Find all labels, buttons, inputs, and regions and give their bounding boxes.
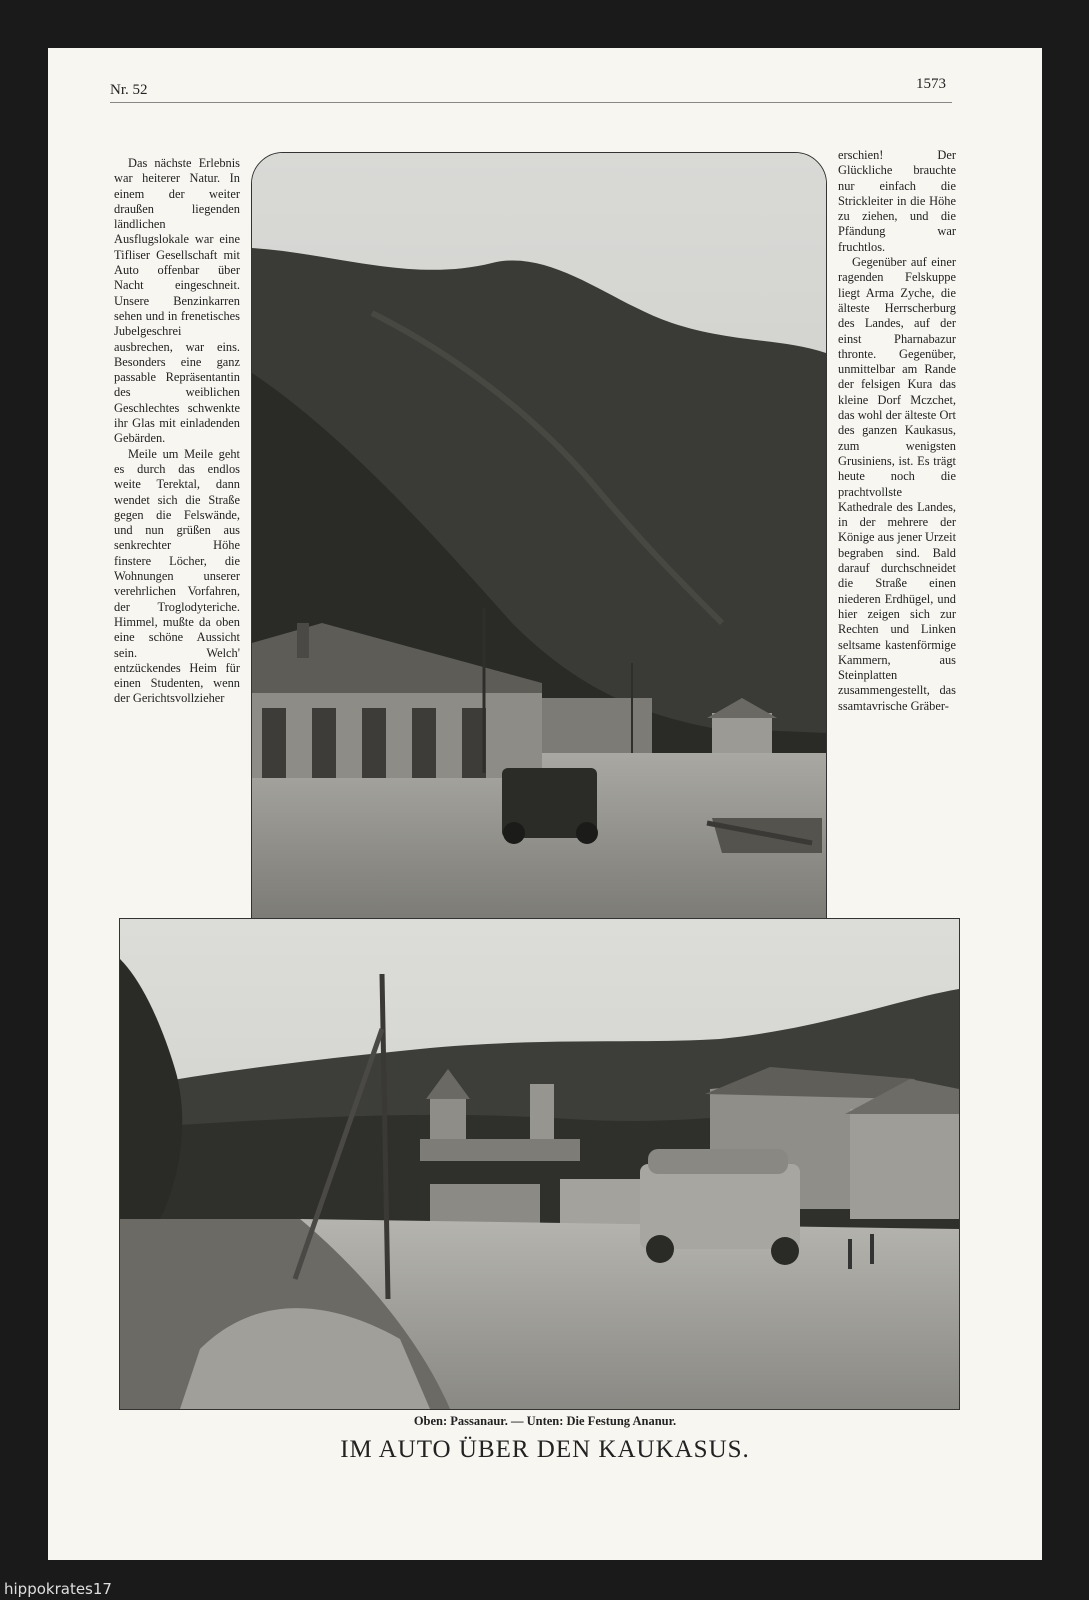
paragraph: Meile um Meile geht es durch das endlos weite Terektal, dann wendet sich die Straße gegen die Felswände, und nun grüßen aus senkrechter Höhe finstere Löcher, die Wohnungen unserer verehrlichen Vorfahren, der Troglodyteriche. Himmel, mußte da oben eine schöne Aussicht sein. Welch' entzückendes Heim für einen Studenten, wenn der Gerichtsvollzieher: [114, 446, 240, 706]
paragraph: Das nächste Erlebnis war heiterer Natur. In einem der weiter draußen liegenden ländlichen Ausflugslokale war eine Tifliser Gesellschaft mit Auto offenbar über Nacht eingeschneit. Unsere Benzinkarren sehen und in frenetisches Jubelgeschrei ausbrechen, war eins. Besonders eine ganz passable Repräsentantin des weiblichen Geschlechtes schwenkte ihr Glas mit einladenden Gebärden.: [114, 156, 240, 446]
photo-ananur-image: [120, 919, 959, 1409]
issue-number: Nr. 52: [110, 82, 148, 98]
photo-caption: Oben: Passanaur. — Unten: Die Festung Ananur.: [413, 1414, 677, 1428]
page-number: 1573: [916, 76, 946, 92]
photo-passanaur: [251, 152, 827, 972]
paragraph: erschien! Der Glückliche brauchte nur einfach die Strickleiter in die Höhe zu ziehen, und die Pfändung war fruchtlos.: [838, 148, 956, 254]
photo-ananur: [119, 918, 960, 1410]
paragraph: Gegenüber auf einer ragenden Felskuppe liegt Arma Zyche, die älteste Herrscherburg des Landes, auf der einst Pharnabazur thronte. Gegenüber, unmittelbar am Rande der felsigen Kura das kleine Dorf Mczchet, das wohl der älteste Ort des ganzen Kaukasus, zum wenigsten Grusiniens, ist. Es trägt heute noch die prachtvollste Kathedrale des Landes, in der mehrere der Könige aus jener Urzeit begraben sind. Bald darauf durchschneidet die Straße einen niederen Erdhügel, und hier zeigen sich zur Rechten und Linken seltsame kastenförmige Kammern, aus Steinplatten zusammengestellt, das ssamtavrische Gräber-: [838, 255, 957, 713]
magazine-page: [48, 48, 1042, 1560]
photo-passanaur-image: [252, 153, 826, 971]
text-column-right: [838, 148, 956, 714]
text-column-left: [114, 156, 240, 707]
article-title: IM AUTO ÜBER DEN KAUKASUS.: [340, 1436, 750, 1463]
watermark: hippokrates17: [4, 1580, 112, 1598]
header-rule: [110, 102, 952, 103]
